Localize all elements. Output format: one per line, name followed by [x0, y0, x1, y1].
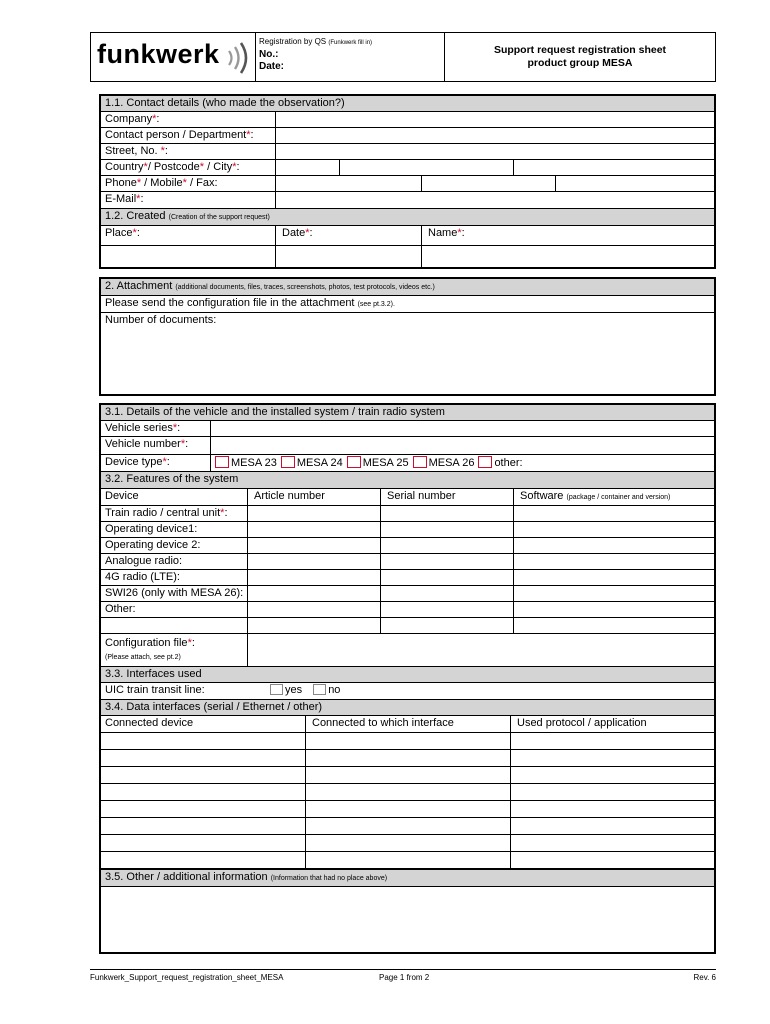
config-file-label: Configuration file*: (Please attach, see pt.2)	[105, 637, 195, 661]
device-row-label: Train radio / central unit*:	[105, 507, 228, 519]
col-serial: Serial number	[387, 490, 456, 502]
col-article: Article number	[254, 490, 325, 502]
logo-text: funkwerk	[97, 39, 220, 69]
created-entry-row[interactable]	[101, 246, 714, 267]
logo	[97, 39, 253, 75]
mesa25-checkbox[interactable]	[347, 456, 361, 468]
contact-person-label: Contact person / Department*:	[105, 129, 254, 141]
interface-row[interactable]	[101, 733, 714, 750]
interface-row[interactable]	[101, 835, 714, 852]
street-label: Street, No. *:	[105, 145, 168, 157]
mesa26-checkbox[interactable]	[413, 456, 427, 468]
send-config-text: Please send the configuration file in the attachment (see pt.3.2).	[105, 297, 395, 309]
device-row-label: 4G radio (LTE):	[105, 571, 180, 583]
name-field-label: Name*:	[428, 227, 465, 239]
no-label: No.:	[259, 49, 279, 60]
date-label: Date:	[259, 61, 285, 72]
vehicle-series-label: Vehicle series*:	[105, 422, 181, 434]
device-row[interactable]	[101, 586, 714, 602]
features-heading: 3.2. Features of the system	[105, 473, 239, 485]
registration-note: (Funkwerk fill in)	[328, 40, 373, 46]
date-field-label: Date*:	[282, 227, 313, 239]
section-contact	[99, 94, 716, 269]
col-connected-device: Connected device	[105, 717, 194, 729]
device-row[interactable]	[101, 522, 714, 538]
device-row[interactable]	[101, 538, 714, 554]
device-spacer-row[interactable]	[101, 618, 714, 634]
mesa24-checkbox[interactable]	[281, 456, 295, 468]
attachment-heading: 2. Attachment (additional documents, files, traces, screenshots, photos, test protocols, videos etc.)	[105, 280, 435, 292]
sheet-title	[445, 44, 715, 70]
device-row[interactable]	[101, 506, 714, 522]
footer-rev: Rev. 6	[693, 973, 716, 982]
uic-options: yes no	[268, 684, 340, 697]
title-line1: Support request registration sheet	[493, 44, 667, 56]
interface-row[interactable]	[101, 784, 714, 801]
uic-label: UIC train transit line:	[105, 684, 205, 696]
other-info-field[interactable]	[101, 887, 714, 952]
section-vehicle	[99, 403, 716, 954]
header-box	[90, 32, 716, 82]
vehicle-number-label: Vehicle number*:	[105, 438, 189, 450]
title-line2: product group MESA	[527, 57, 633, 69]
country-label: Country*/ Postcode* / City*:	[105, 161, 240, 173]
device-row[interactable]	[101, 570, 714, 586]
interface-row[interactable]	[101, 801, 714, 818]
section-attachment	[99, 277, 716, 396]
device-row[interactable]	[101, 554, 714, 570]
col-device: Device	[105, 490, 139, 502]
place-label: Place*:	[105, 227, 140, 239]
device-row[interactable]	[101, 602, 714, 618]
device-type-options: MESA 23 MESA 24 MESA 25 MESA 26 other:	[211, 456, 523, 470]
data-interfaces-heading: 3.4. Data interfaces (serial / Ethernet / other)	[105, 701, 323, 713]
col-protocol: Used protocol / application	[517, 717, 647, 729]
registration-label: Registration by QS	[259, 37, 327, 46]
vehicle-heading: 3.1. Details of the vehicle and the installed system / train radio system	[105, 406, 445, 418]
signal-waves-icon	[225, 41, 253, 75]
yes-checkbox[interactable]	[270, 684, 283, 695]
contact-heading: 1.1. Contact details (who made the observation?)	[105, 97, 345, 109]
footer	[90, 969, 716, 982]
col-interface: Connected to which interface	[312, 717, 454, 729]
interface-row[interactable]	[101, 750, 714, 767]
other-info-heading: 3.5. Other / additional information (Information that had no place above)	[105, 871, 388, 883]
phone-label: Phone* / Mobile* / Fax:	[105, 177, 218, 189]
registration-block	[259, 36, 372, 73]
interface-row[interactable]	[101, 767, 714, 784]
col-software: Software (package / container and version)	[520, 490, 671, 502]
other-checkbox[interactable]	[478, 456, 492, 468]
interface-row[interactable]	[101, 818, 714, 835]
device-row-label: SWI26 (only with MESA 26):	[105, 587, 244, 599]
device-row-label: Other:	[105, 603, 136, 615]
device-row-label: Operating device1:	[105, 523, 198, 535]
created-heading: 1.2. Created (Creation of the support request)	[105, 210, 270, 222]
footer-filename: Funkwerk_Support_request_registration_sheet_MESA	[90, 973, 284, 982]
mesa23-checkbox[interactable]	[215, 456, 229, 468]
interface-row[interactable]	[101, 852, 714, 869]
number-docs-label: Number of documents:	[105, 314, 217, 326]
device-type-label: Device type*:	[105, 456, 170, 468]
email-label: E-Mail*:	[105, 193, 144, 205]
company-label: Company*:	[105, 113, 160, 125]
device-row-label: Operating device 2:	[105, 539, 201, 551]
device-row-label: Analogue radio:	[105, 555, 183, 567]
no-checkbox[interactable]	[313, 684, 326, 695]
footer-page: Page 1 from 2	[379, 973, 430, 982]
interfaces-heading: 3.3. Interfaces used	[105, 668, 202, 680]
